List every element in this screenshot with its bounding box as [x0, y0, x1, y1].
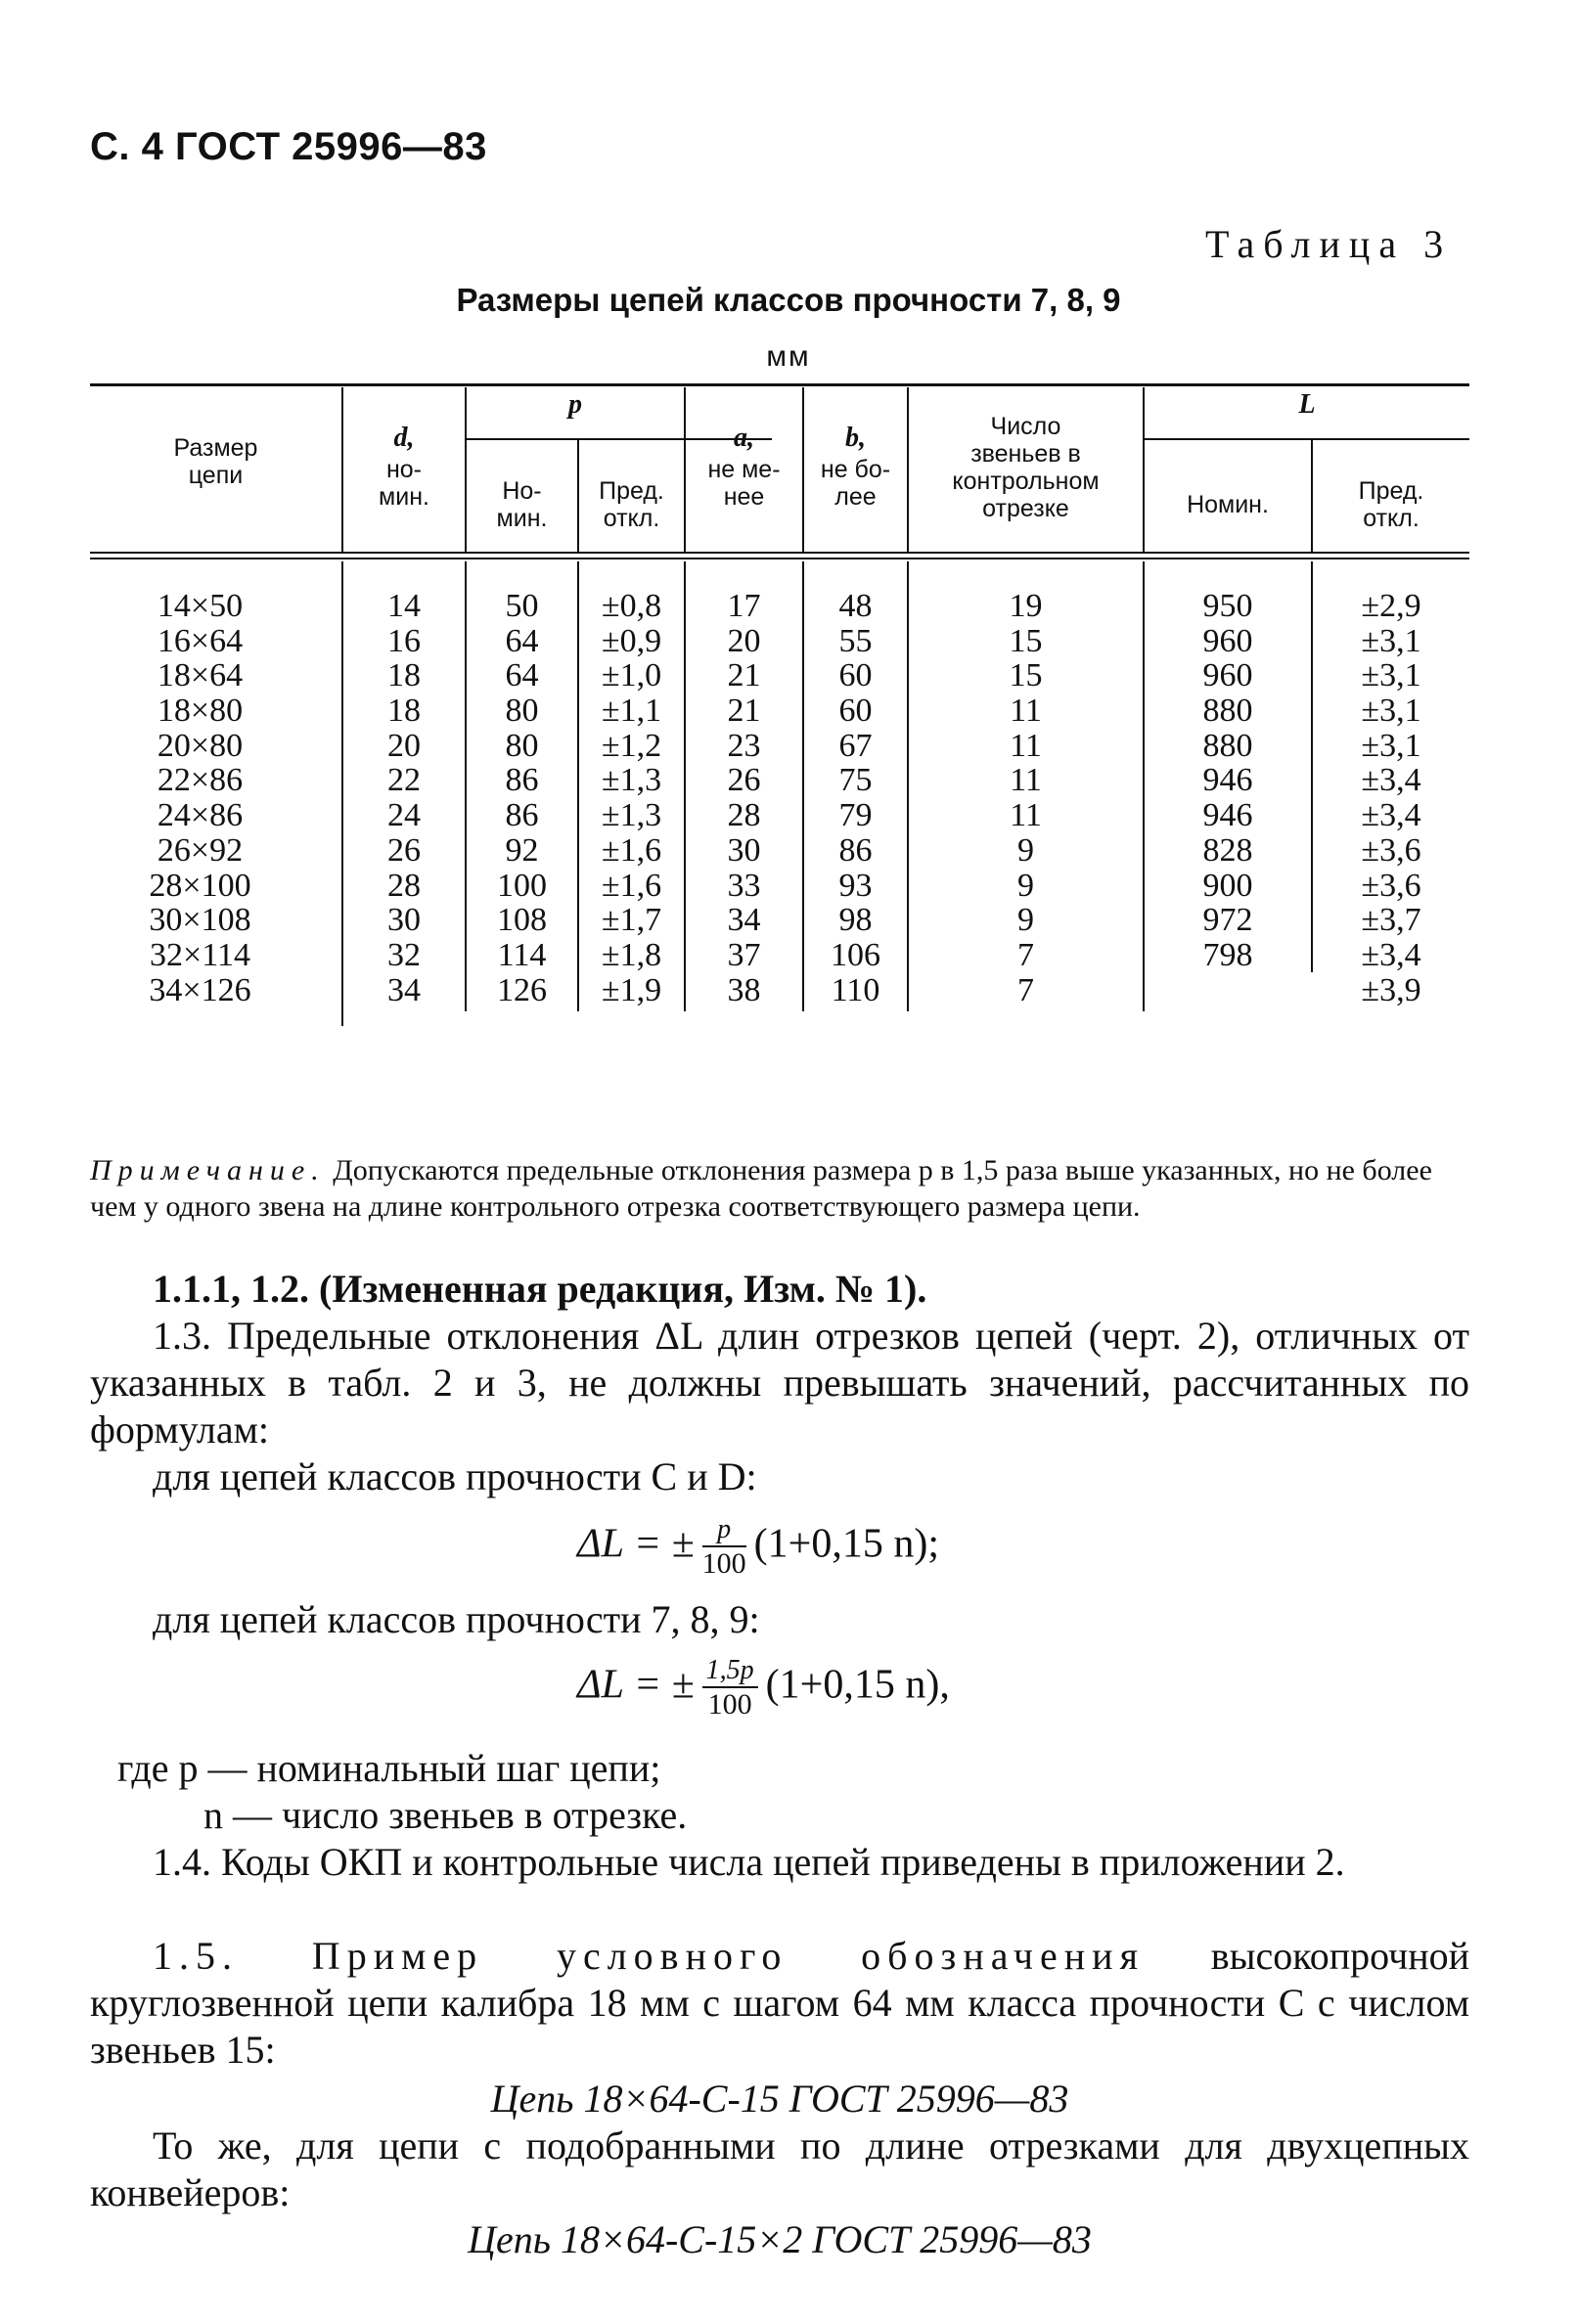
table-cell-d: 16 [387, 622, 421, 659]
table-cell-size: 16×64 [157, 622, 244, 659]
page-header: С. 4 ГОСТ 25996—83 [90, 125, 487, 168]
table-cell-b: 110 [831, 971, 880, 1008]
table-cell-L_nom: 960 [1202, 657, 1253, 694]
table-cell-L_dev: ±2,9 [1361, 588, 1421, 624]
table-cell-count: 7 [1017, 971, 1034, 1008]
table-header-rule-2 [90, 558, 1469, 559]
formula-cd-right: (1+0,15 n); [753, 1521, 939, 1567]
table-cell-a: 28 [727, 797, 761, 834]
chain-dimensions-table [90, 383, 1469, 1019]
table-cell-L_dev: ±3,6 [1361, 831, 1421, 869]
table-cell-count: 11 [1010, 762, 1042, 799]
column-p-deviation [579, 589, 684, 1007]
table-cell-size: 18×64 [157, 657, 244, 694]
table-cell-L_dev: ±3,9 [1361, 971, 1421, 1008]
table-cell-p_dev: ±1,9 [601, 971, 662, 1008]
table-title: Размеры цепей классов прочности 7, 8, 9 [456, 282, 1121, 318]
formula-intro-cd: для цепей классов прочности С и D: [153, 1454, 757, 1498]
header-L-symbol: L [1298, 389, 1316, 420]
header-b-symbol: b, [845, 423, 866, 453]
formula-789-denominator: 100 [707, 1688, 752, 1721]
table-cell-p_dev: ±1,1 [601, 693, 662, 730]
formula-789-numerator: 1,5p [702, 1655, 758, 1688]
column-chain-size [90, 589, 310, 1007]
table-cell-b: 93 [838, 867, 873, 904]
table-cell-b: 67 [838, 727, 873, 764]
table-cell-d: 14 [387, 588, 421, 624]
paragraph-1-4: 1.4. Коды ОКП и контрольные числа цепей приведены в приложении 2. [153, 1840, 1345, 1884]
column-L-nominal [1145, 589, 1311, 1007]
table-cell-size: 30×108 [149, 902, 251, 939]
formula-intro-789: для цепей классов прочности 7, 8, 9: [153, 1597, 760, 1641]
table-units: мм [766, 340, 811, 373]
where-n: n — число звеньев в отрезке. [203, 1793, 688, 1837]
table-cell-p_nom: 108 [497, 902, 547, 939]
table-cell-p_nom: 80 [505, 727, 539, 764]
amendment-line: 1.1.1, 1.2. (Измененная редакция, Изм. № 1). [153, 1267, 927, 1311]
table-cell-p_dev: ±1,8 [601, 936, 662, 973]
column-link-count [909, 589, 1143, 1007]
table-cell-L_dev: ±3,1 [1361, 622, 1421, 659]
table-cell-count: 9 [1017, 867, 1034, 904]
table-cell-a: 21 [727, 657, 761, 694]
designation-example-2: Цепь 18×64-С-15×2 ГОСТ 25996—83 [468, 2217, 1092, 2261]
table-cell-d: 32 [387, 936, 421, 973]
table-cell-count: 19 [1009, 588, 1043, 624]
table-cell-count: 9 [1017, 831, 1034, 869]
table-cell-a: 37 [727, 936, 761, 973]
table-cell-a: 33 [727, 867, 761, 904]
formula-cd [577, 1514, 939, 1581]
table-cell-L_nom: 880 [1202, 693, 1253, 730]
table-cell-p_dev: ±1,6 [601, 831, 662, 869]
table-cell-b: 106 [831, 936, 880, 973]
paragraph-1-5 [90, 1933, 1469, 2074]
table-note [90, 1152, 1469, 1225]
table-cell-p_nom: 100 [497, 867, 547, 904]
table-cell-L_nom: 972 [1202, 902, 1253, 939]
table-cell-p_nom: 114 [497, 936, 547, 973]
table-cell-L_nom: 946 [1202, 797, 1253, 834]
table-cell-L_nom: 798 [1202, 936, 1253, 973]
table-cell-L_nom: 880 [1202, 727, 1253, 764]
formula-cd-fraction [702, 1514, 746, 1581]
header-p-deviation: Пред. откл. [599, 477, 664, 532]
table-cell-count: 7 [1017, 936, 1034, 973]
table-cell-p_nom: 64 [505, 622, 539, 659]
table-cell-a: 38 [727, 971, 761, 1008]
formula-cd-numerator: p [702, 1514, 746, 1547]
table-cell-size: 28×100 [149, 867, 251, 904]
header-a-symbol: a, [734, 423, 754, 453]
table-cell-L_dev: ±3,1 [1361, 693, 1421, 730]
table-cell-p_nom: 86 [505, 797, 539, 834]
table-cell-p_dev: ±1,6 [601, 867, 662, 904]
table-cell-L_nom: 946 [1202, 762, 1253, 799]
column-L-deviation [1313, 589, 1469, 1007]
column-b [804, 589, 907, 1007]
table-cell-size: 22×86 [157, 762, 244, 799]
header-b-max: не бо- лее [820, 456, 891, 511]
table-cell-b: 48 [838, 588, 873, 624]
table-cell-p_nom: 50 [505, 588, 539, 624]
table-cell-d: 18 [387, 693, 421, 730]
table-cell-count: 11 [1010, 693, 1042, 730]
table-cell-a: 23 [727, 727, 761, 764]
table-cell-L_nom: 828 [1202, 831, 1253, 869]
paragraph-1-5-label: 1.5. Пример условного обозначения [153, 1934, 1145, 1978]
table-cell-L_dev: ±3,4 [1361, 762, 1421, 799]
header-size: Размер цепи [173, 434, 258, 489]
header-L-nominal: Номин. [1187, 491, 1269, 518]
table-cell-L_dev: ±3,1 [1361, 727, 1421, 764]
formula-789-left: ΔL = ± [577, 1662, 695, 1708]
header-L-deviation: Пред. откл. [1358, 477, 1424, 532]
header-d-symbol: d, [393, 423, 415, 453]
formula-789 [577, 1655, 950, 1721]
table-cell-a: 21 [727, 693, 761, 730]
paragraph-1-5-text: высокопрочной круглозвенной цепи калибра 18 мм с шагом 64 мм класса прочности С с числом звеньев 15: [90, 1934, 1470, 2072]
table-cell-a: 17 [727, 588, 761, 624]
table-cell-p_dev: ±1,2 [601, 727, 662, 764]
formula-cd-left: ΔL = ± [577, 1521, 695, 1567]
note-label: Примечание. [90, 1154, 326, 1186]
note-text: Допускаются предельные отклонения размера p в 1,5 раза выше указанных, но не более чем у одного звена на длине контрольного отрезка соответствующего размера цепи. [90, 1154, 1432, 1223]
table-cell-count: 11 [1010, 727, 1042, 764]
table-cell-p_dev: ±0,8 [601, 588, 662, 624]
table-cell-size: 18×80 [157, 693, 244, 730]
table-label: Таблица 3 [1205, 222, 1453, 266]
table-cell-size: 20×80 [157, 727, 244, 764]
table-cell-a: 20 [727, 622, 761, 659]
table-cell-size: 26×92 [157, 831, 244, 869]
where-p: где p — номинальный шаг цепи; [117, 1746, 661, 1790]
header-link-count: Число звеньев в контрольном отрезке [952, 413, 1100, 522]
table-cell-p_nom: 64 [505, 657, 539, 694]
table-cell-p_dev: ±1,3 [601, 762, 662, 799]
table-cell-size: 14×50 [157, 588, 244, 624]
column-d [343, 589, 465, 1007]
table-cell-L_dev: ±3,4 [1361, 797, 1421, 834]
table-cell-p_nom: 92 [505, 831, 539, 869]
table-cell-d: 22 [387, 762, 421, 799]
header-p-nominal: Но- мин. [496, 477, 548, 532]
table-header-rule-1 [90, 552, 1469, 554]
table-cell-b: 55 [838, 622, 873, 659]
table-cell-p_dev: ±0,9 [601, 622, 662, 659]
table-cell-d: 20 [387, 727, 421, 764]
table-cell-L_dev: ±3,6 [1361, 867, 1421, 904]
table-cell-p_nom: 86 [505, 762, 539, 799]
table-cell-p_nom: 126 [497, 971, 547, 1008]
header-a-min: не ме- нее [707, 456, 781, 511]
table-cell-L_dev: ±3,4 [1361, 936, 1421, 973]
table-cell-d: 24 [387, 797, 421, 834]
table-cell-count: 11 [1010, 797, 1042, 834]
table-cell-size: 32×114 [150, 936, 250, 973]
table-cell-b: 75 [838, 762, 873, 799]
designation-example-1: Цепь 18×64-С-15 ГОСТ 25996—83 [490, 2077, 1069, 2121]
table-cell-count: 15 [1009, 622, 1043, 659]
table-cell-a: 26 [727, 762, 761, 799]
column-p-nominal [467, 589, 577, 1007]
table-cell-p_dev: ±1,0 [601, 657, 662, 694]
table-cell-a: 30 [727, 831, 761, 869]
table-cell-d: 28 [387, 867, 421, 904]
paragraph-same: То же, для цепи с подобранными по длине отрезками для двухцепных конвейеров: [90, 2123, 1469, 2214]
header-d-nominal: но- мин. [379, 456, 429, 511]
table-cell-L_dev: ±3,7 [1361, 902, 1421, 939]
table-cell-b: 79 [838, 797, 873, 834]
paragraph-1-3: 1.3. Предельные отклонения ΔL длин отрезков цепей (черт. 2), отличных от указанных в табл. 2 и 3, не должны превышать значений, рассчитанных по формулам: [90, 1314, 1469, 1452]
L-group-rule [1145, 438, 1469, 440]
table-cell-count: 15 [1009, 657, 1043, 694]
table-cell-p_dev: ±1,3 [601, 797, 662, 834]
table-cell-b: 60 [838, 657, 873, 694]
table-cell-L_nom [1145, 973, 1311, 1008]
table-cell-d: 34 [387, 971, 421, 1008]
header-p-symbol: p [568, 389, 582, 420]
table-cell-L_nom: 900 [1202, 867, 1253, 904]
formula-cd-denominator: 100 [701, 1547, 746, 1580]
table-cell-size: 34×126 [149, 971, 251, 1008]
formula-789-right: (1+0,15 n), [765, 1662, 950, 1708]
table-cell-d: 26 [387, 831, 421, 869]
table-cell-L_dev: ±3,1 [1361, 657, 1421, 694]
table-cell-L_nom: 950 [1202, 588, 1253, 624]
table-cell-d: 18 [387, 657, 421, 694]
table-cell-p_nom: 80 [505, 693, 539, 730]
table-cell-size: 24×86 [157, 797, 244, 834]
column-a [686, 589, 802, 1007]
table-cell-a: 34 [727, 902, 761, 939]
table-cell-b: 60 [838, 693, 873, 730]
table-cell-count: 9 [1017, 902, 1034, 939]
table-cell-L_nom: 960 [1202, 622, 1253, 659]
formula-789-fraction [702, 1655, 758, 1721]
table-cell-p_dev: ±1,7 [601, 902, 662, 939]
table-cell-b: 98 [838, 902, 873, 939]
table-top-rule [90, 383, 1469, 386]
table-cell-b: 86 [838, 831, 873, 869]
table-cell-d: 30 [387, 902, 421, 939]
